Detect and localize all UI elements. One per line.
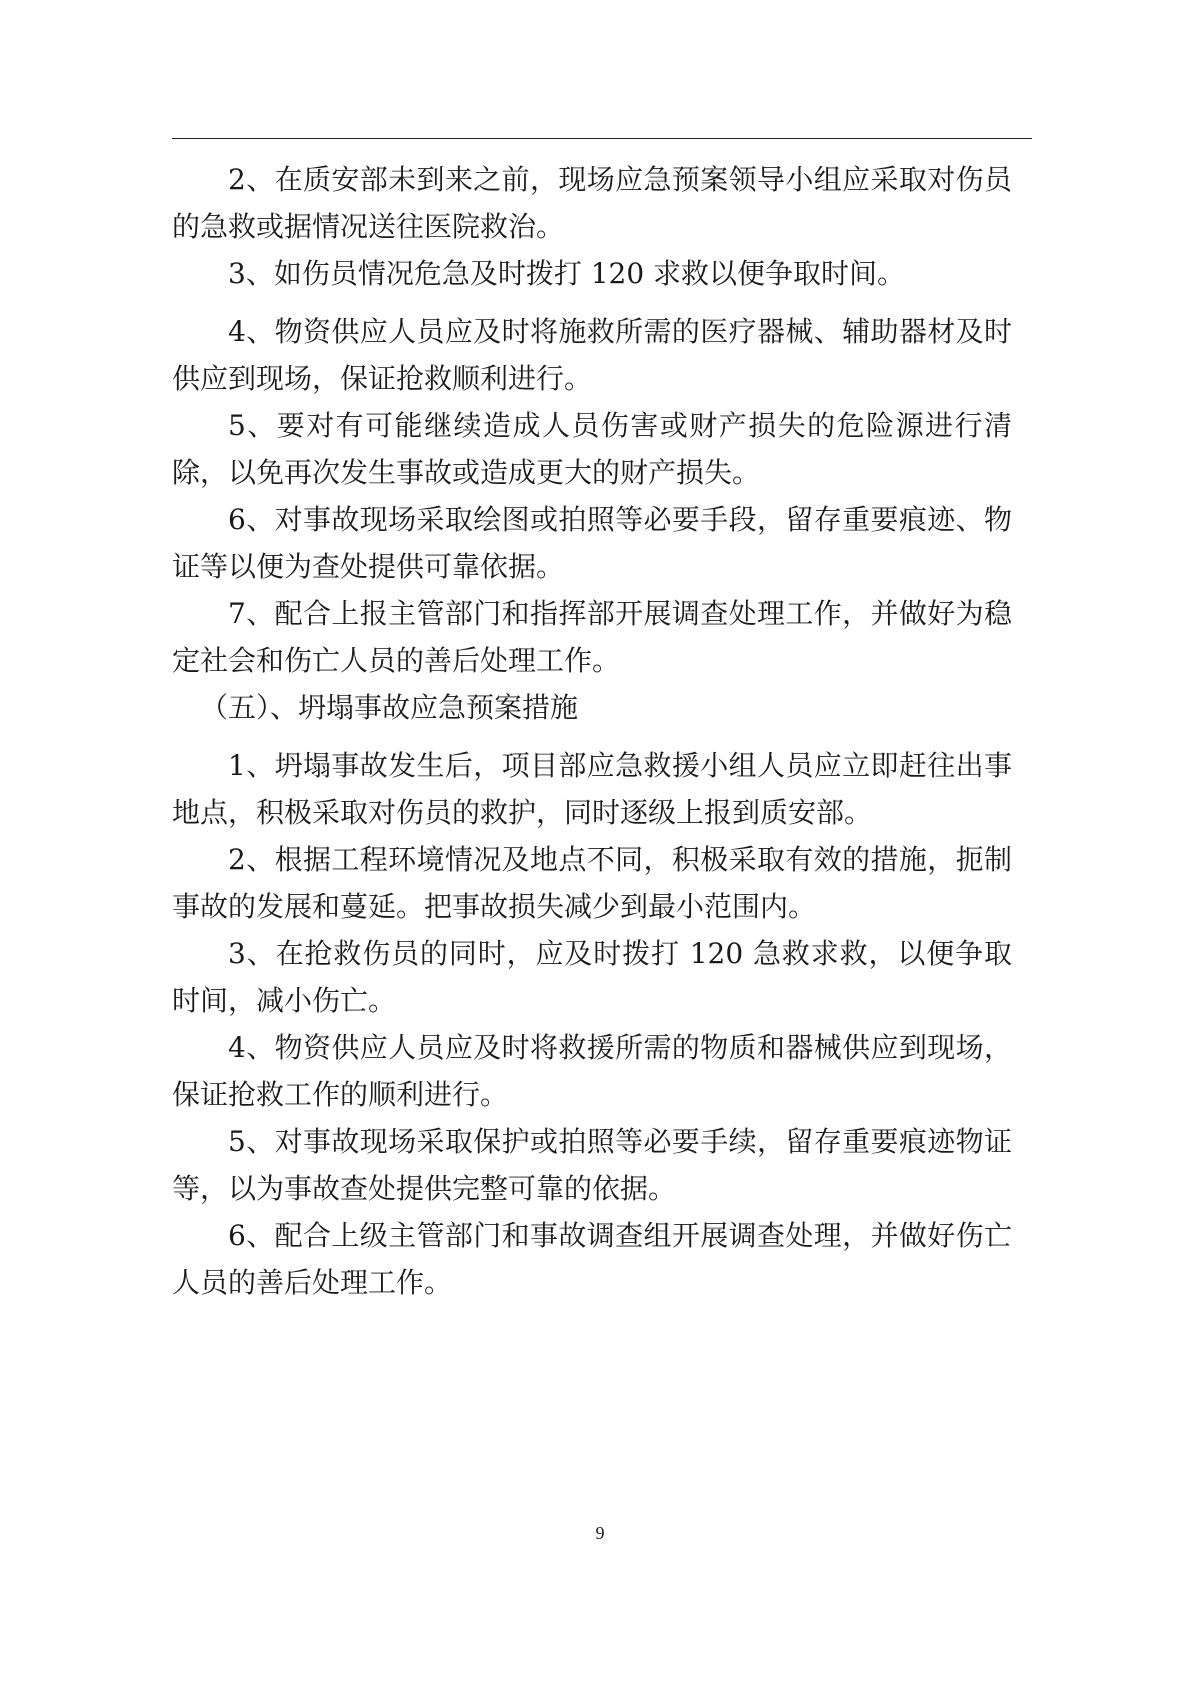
page-number: 9 [595,1523,605,1543]
paragraph: 3、如伤员情况危急及时拨打 120 求救以便争取时间。 [228,257,906,290]
paragraph: 6、对事故现场采取绘图或拍照等必要手段，留存重要痕迹、物证等以便为查处提供可靠依据。 [172,503,1012,583]
paragraph: 7、配合上报主管部门和指挥部开展调查处理工作，并做好为稳定社会和伤亡人员的善后处理工作。 [172,597,1012,677]
paragraph: 4、物资供应人员应及时将施救所需的医疗器械、辅助器材及时供应到现场，保证抢救顺利进行。 [172,315,1012,395]
paragraph: 3、在抢救伤员的同时，应及时拨打 120 急救求救，以便争取时间，减小伤亡。 [172,937,1012,1017]
paragraph: 5、要对有可能继续造成人员伤害或财产损失的危险源进行清除，以免再次发生事故或造成更大的财产损失。 [172,409,1012,489]
section-heading: （五）、坍塌事故应急预案措施 [200,691,579,724]
paragraph: 2、在质安部未到来之前，现场应急预案领导小组应采取对伤员的急救或据情况送往医院救治。 [172,163,1012,243]
paragraph: 6、配合上级主管部门和事故调查组开展调查处理，并做好伤亡人员的善后处理工作。 [172,1219,1012,1299]
paragraph: 1、坍塌事故发生后，项目部应急救援小组人员应立即赶往出事地点，积极采取对伤员的救护，同时逐级上报到质安部。 [172,749,1012,829]
paragraph: 4、物资供应人员应及时将救援所需的物质和器械供应到现场，保证抢救工作的顺利进行。 [172,1031,1012,1111]
page-content [172,156,1012,1306]
header-rule [172,138,1032,139]
paragraph: 5、对事故现场采取保护或拍照等必要手续，留存重要痕迹物证等，以为事故查处提供完整可靠的依据。 [172,1125,1012,1205]
paragraph: 2、根据工程环境情况及地点不同，积极采取有效的措施，扼制事故的发展和蔓延。把事故损失减少到最小范围内。 [172,843,1012,923]
